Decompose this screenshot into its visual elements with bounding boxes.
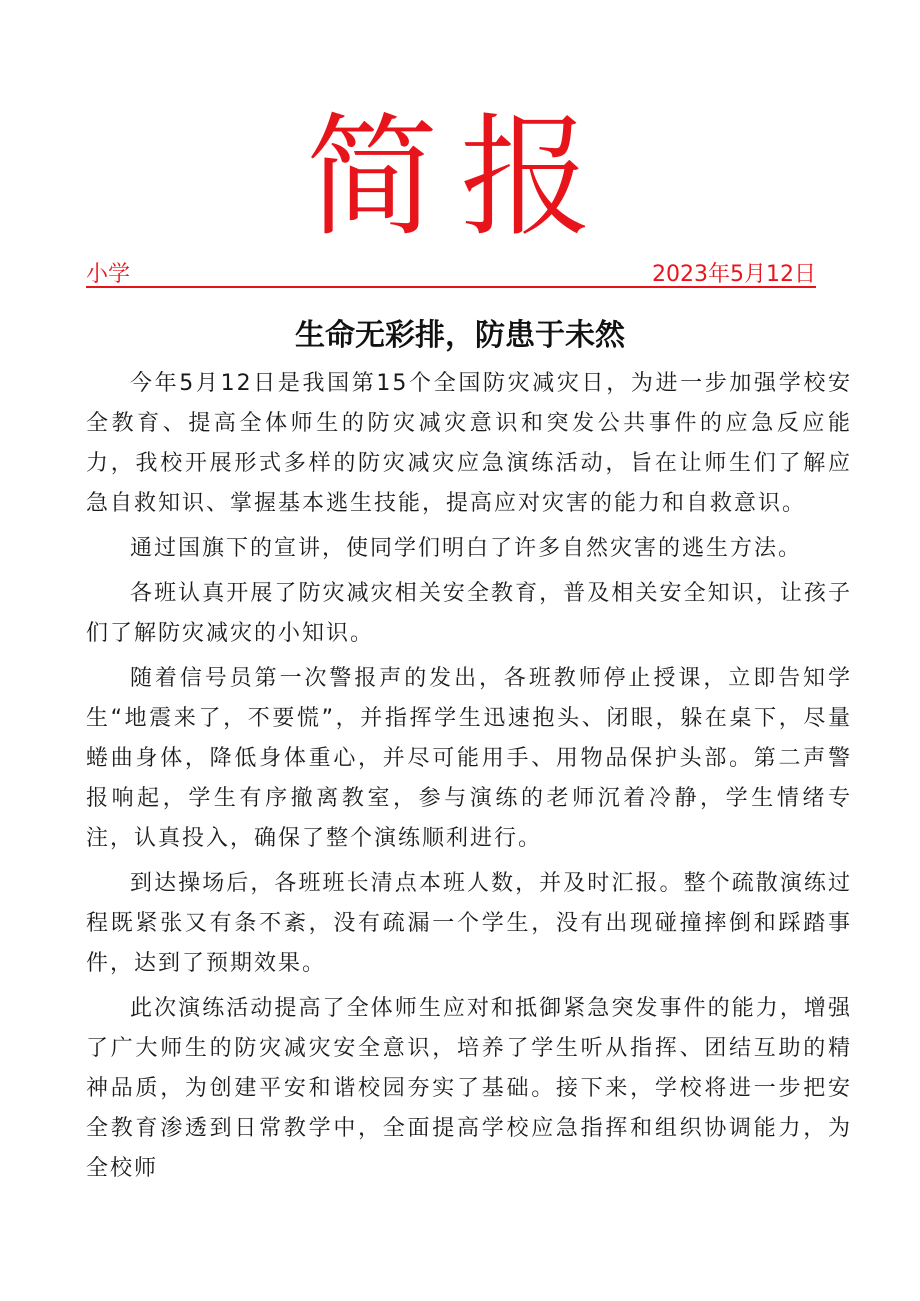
issue-date: 2023年5月12日: [652, 262, 816, 287]
article-paragraph: 到达操场后，各班班长清点本班人数，并及时汇报。整个疏散演练过程既紧张又有条不紊，没有疏漏一个学生，没有出现碰撞摔倒和踩踏事件，达到了预期效果。: [86, 871, 852, 976]
article-body: [86, 364, 852, 1194]
article-paragraph: 随着信号员第一次警报声的发出，各班教师停止授课，立即告知学生“地震来了，不要慌”，并指挥学生迅速抱头、闭眼，躲在桌下，尽量蜷曲身体，降低身体重心，并尽可能用手、用物品保护头部。第二声警报响起，学生有序撤离教室，参与演练的老师沉着冷静，学生情绪专注，认真投入，确保了整个演练顺利进行。: [86, 666, 852, 851]
article-paragraph: 通过国旗下的宣讲，使同学们明白了许多自然灾害的逃生方法。: [130, 536, 803, 561]
article-paragraph: 此次演练活动提高了全体师生应对和抵御紧急突发事件的能力，增强了广大师生的防灾减灾安全意识，培养了学生听从指挥、团结互助的精神品质，为创建平安和谐校园夯实了基础。接下来，学校将进一步把安全教育渗透到日常教学中，全面提高学校应急指挥和组织协调能力，为全校师: [86, 996, 852, 1181]
header-divider: [86, 286, 816, 288]
masthead-title: 简报: [306, 101, 614, 255]
article-paragraph: 今年5月12日是我国第15个全国防灾减灾日，为进一步加强学校安全教育、提高全体师生的防灾减灾意识和突发公共事件的应急反应能力，我校开展形式多样的防灾减灾应急演练活动，旨在让师生们了解应急自救知识、掌握基本逃生技能，提高应对灾害的能力和自救意识。: [86, 371, 852, 516]
article-paragraph: 各班认真开展了防灾减灾相关安全教育，普及相关安全知识，让孩子们了解防灾减灾的小知识。: [86, 581, 852, 646]
article-headline: 生命无彩排，防患于未然: [295, 318, 625, 353]
organization-name: 小学: [86, 262, 131, 287]
